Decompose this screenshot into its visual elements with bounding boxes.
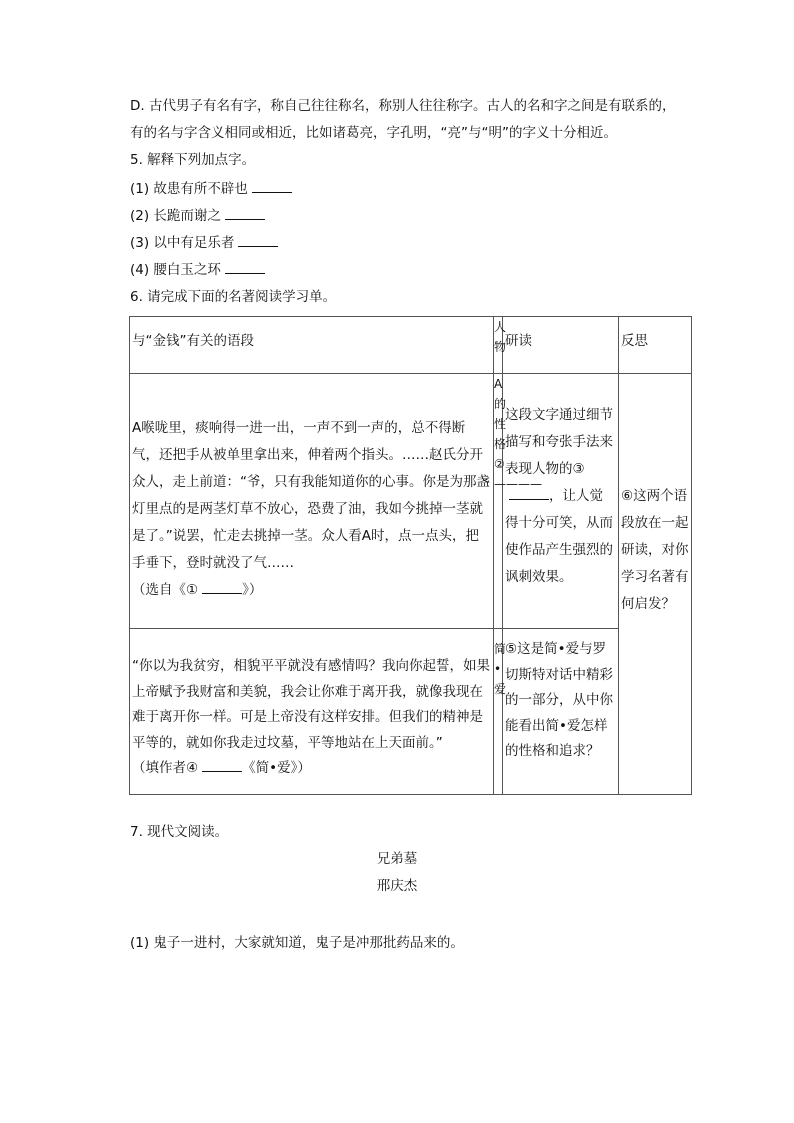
passage-cell-1: A喉咙里，痰响得一进一出，一声不到一声的，总不得断气，还把手从被单里拿出来，伸着两个指头。……赵氏分开众人，走上前道：“爷，只有我能知道你的心事。你是为那盏灯里点的是两茎灯草不放心，恐费了油，我如今挑掉一茎就是了。”说罢，忙走去挑掉一茎。众人看A时，点一点头，把手垂下，登时就没了气…… （选自《① 》） xyxy=(130,374,494,629)
question-7-title: 7. 现代文阅读。 xyxy=(130,824,229,840)
answer-blank[interactable] xyxy=(252,178,292,193)
answer-blank-1[interactable] xyxy=(202,579,242,594)
person-cell-1: A的性格②———— xyxy=(494,374,503,629)
reflect-cell: ⑥这两个语段放在一起研读，对你学习名著有何启发？ xyxy=(619,374,692,795)
question-6-title: 6. 请完成下面的名著阅读学习单。 xyxy=(130,289,337,305)
answer-blank[interactable] xyxy=(225,259,265,274)
person-cell-2: 简•爱 xyxy=(494,629,503,795)
study-cell-1: 这段文字通过细节描写和夸张手法来表现人物的③ ，让人觉得十分可笑，从而使作品产生强烈的讽刺效果。 xyxy=(503,374,619,629)
answer-blank[interactable] xyxy=(238,232,278,247)
header-reflect: 反思 xyxy=(619,317,692,374)
study-cell-2: ⑤这是简•爱与罗切斯特对话中精彩的一部分，从中你能看出简•爱怎样的性格和追求？ xyxy=(503,629,619,795)
article-author: 邢庆杰 xyxy=(376,878,418,894)
answer-blank[interactable] xyxy=(225,205,265,220)
option-d-line-1: D. 古代男子有名有字，称自己往往称名，称别人往往称字。古人的名和字之间是有联系的， xyxy=(130,98,676,114)
option-d-line-2: 有的名与字含义相同或相近，比如诸葛亮，字孔明，“亮”与“明”的字义十分相近。 xyxy=(130,125,617,141)
answer-blank-4[interactable] xyxy=(202,757,242,772)
table-row-2 xyxy=(130,629,692,795)
q5-item-1: (1) 故患有所不辟也 xyxy=(130,178,292,199)
passage-cell-2: “你以为我贫穷，相貌平平就没有感情吗？我向你起誓，如果上帝赋予我财富和美貌，我会让你难于离开我，就像我现在难于离开你一样。可是上帝没有这样安排。但我们的精神是平等的，就如你我走过坟墓，平等地站在上天面前。” （填作者④ 《简•爱》） xyxy=(130,629,494,795)
article-paragraph-1: (1) 鬼子一进村，大家就知道，鬼子是冲那批药品来的。 xyxy=(130,935,464,951)
q5-item-3: (3) 以中有足乐者 xyxy=(130,232,278,253)
reading-study-table xyxy=(129,316,692,795)
header-study: 研读 xyxy=(503,317,619,374)
header-person: 人物 xyxy=(494,317,503,374)
header-passage: 与“金钱”有关的语段 xyxy=(130,317,494,374)
answer-blank-3[interactable] xyxy=(509,485,549,500)
q5-item-2: (2) 长跪而谢之 xyxy=(130,205,265,226)
table-row-1 xyxy=(130,374,692,629)
question-5-title: 5. 解释下列加点字。 xyxy=(130,152,256,168)
q5-item-4: (4) 腰白玉之环 xyxy=(130,259,265,280)
table-header-row xyxy=(130,317,692,374)
article-title: 兄弟墓 xyxy=(376,851,418,867)
